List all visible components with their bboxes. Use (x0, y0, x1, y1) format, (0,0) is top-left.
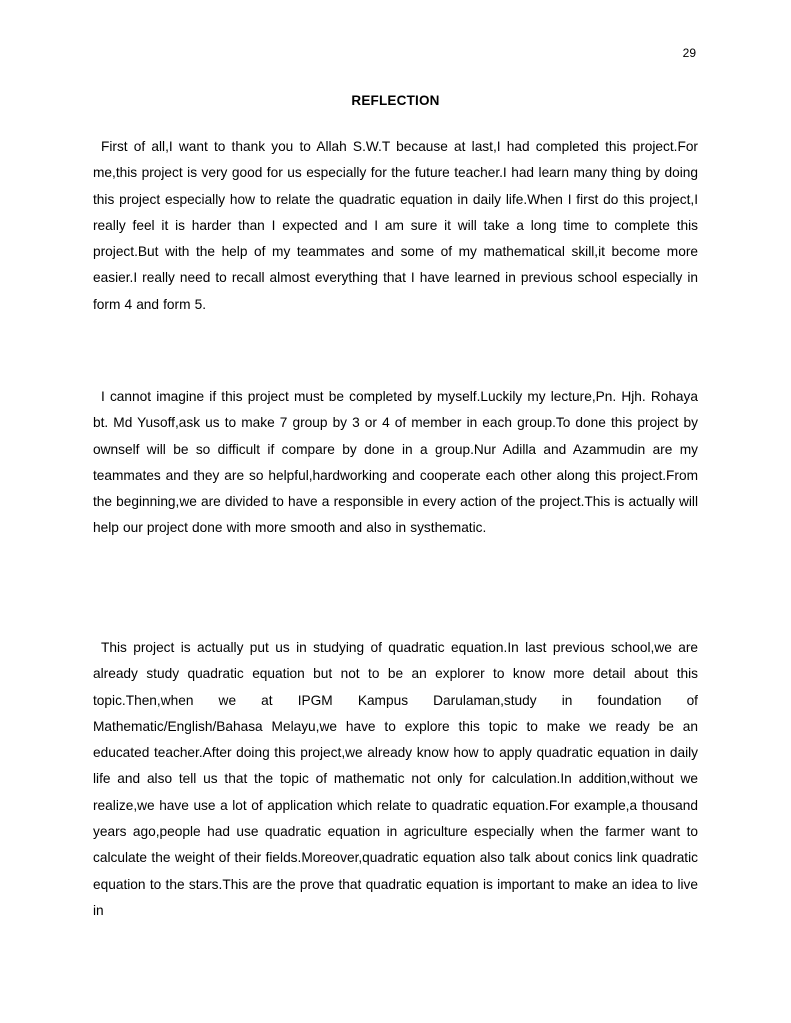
paragraph-2: I cannot imagine if this project must be completed by myself.Luckily my lecture,Pn. Hjh. Rohaya bt. Md Yusoff,ask us to make 7 group by 3 or 4 of member in each group.To done this project by ownself will be so difficult if compare by done in a group.Nur Adilla and Azammudin are my teammates and they are so helpful,hardworking and cooperate each other along this project.From the beginning,we are divided to have a responsible in every action of the project.This is actually will help our project done with more smooth and also in systhematic. (93, 389, 698, 536)
page-number: 29 (682, 46, 696, 60)
paragraph-3: This project is actually put us in studying of quadratic equation.In last previous school,we are already study quadratic equation but not to be an explorer to know more detail about this topic.Then,when we at IPGM Kampus Darulaman,study in foundation of Mathematic/English/Bahasa Melayu,we have to explore this topic to make we ready be an educated teacher.After doing this project,we already know how to apply quadratic equation in daily life and also tell us that the topic of mathematic not only for calculation.In addition,without we realize,we have use a lot of application which relate to quadratic equation.For example,a thousand years ago,people had use quadratic equation in agriculture especially when the farmer want to calculate the weight of their fields.Moreover,quadratic equation also talk about conics link quadratic equation to the stars.This are the prove that quadratic equation is important to make an idea to live in (93, 640, 698, 918)
page-title: REFLECTION (351, 93, 440, 108)
paragraph-1: First of all,I want to thank you to Allah S.W.T because at last,I had completed this project.For me,this project is very good for us especially for the future teacher.I had learn many thing by doing this project especially how to relate the quadratic equation in daily life.When I first do this project,I really feel it is harder than I expected and I am sure it will take a long time to complete this project.But with the help of my teammates and some of my mathematical skill,it become more easier.I really need to recall almost everything that I have learned in previous school especially in form 4 and form 5. (93, 139, 698, 312)
